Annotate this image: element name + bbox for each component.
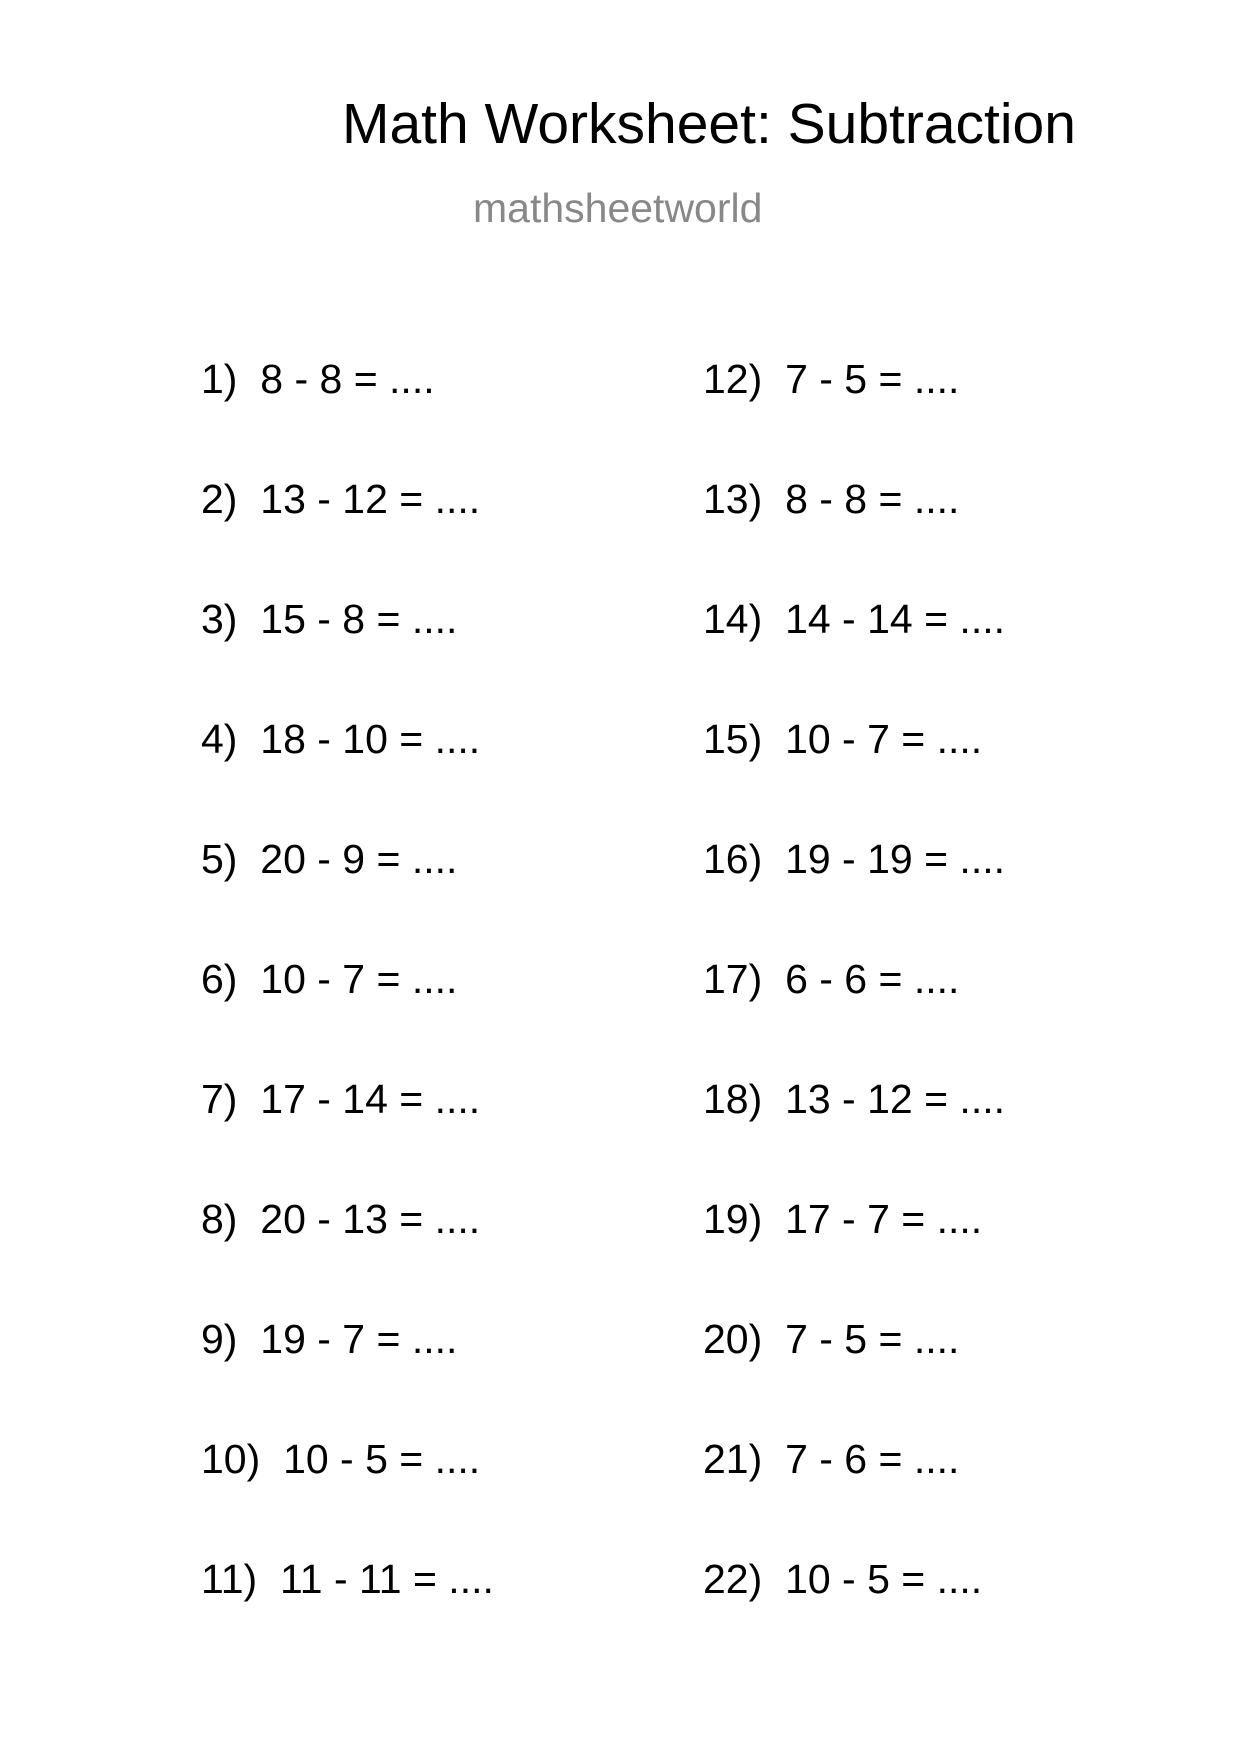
problem-item [703, 1434, 1183, 1554]
problems-column-right [703, 354, 1183, 1674]
problem-number: 13) [703, 476, 763, 522]
problem-expression: 10 - 7 = .... [260, 956, 458, 1002]
problem-number: 17) [703, 956, 763, 1002]
problem-item [703, 594, 1183, 714]
problem-expression: 11 - 11 = .... [280, 1556, 494, 1602]
problem-number: 12) [703, 356, 763, 402]
problem-number: 16) [703, 836, 763, 882]
problem-item [703, 1194, 1183, 1314]
problem-item [201, 1314, 681, 1434]
problem-expression: 20 - 13 = .... [260, 1196, 481, 1242]
problem-number: 15) [703, 716, 763, 762]
problem-expression: 10 - 7 = .... [785, 716, 983, 762]
problem-expression: 15 - 8 = .... [260, 596, 458, 642]
problem-expression: 7 - 5 = .... [785, 1316, 960, 1362]
problem-number: 21) [703, 1436, 763, 1482]
problem-item [703, 834, 1183, 954]
problem-expression: 8 - 8 = .... [785, 476, 960, 522]
problem-item [703, 474, 1183, 594]
problem-number: 1) [201, 356, 238, 402]
problem-number: 6) [201, 956, 238, 1002]
problem-item [703, 954, 1183, 1074]
problem-item [703, 1554, 1183, 1674]
problem-item [201, 474, 681, 594]
problem-number: 22) [703, 1556, 763, 1602]
problem-expression: 7 - 6 = .... [785, 1436, 960, 1482]
problem-number: 3) [201, 596, 238, 642]
problem-number: 9) [201, 1316, 238, 1362]
problem-item [201, 594, 681, 714]
problem-expression: 17 - 14 = .... [260, 1076, 481, 1122]
problem-expression: 13 - 12 = .... [260, 476, 481, 522]
problem-expression: 14 - 14 = .... [785, 596, 1005, 642]
problem-expression: 8 - 8 = .... [260, 356, 435, 402]
problem-expression: 17 - 7 = .... [785, 1196, 983, 1242]
problem-expression: 10 - 5 = .... [785, 1556, 983, 1602]
problem-item [703, 1314, 1183, 1434]
problem-item [201, 354, 681, 474]
problem-item [201, 834, 681, 954]
problem-item [201, 954, 681, 1074]
problems-column-left [201, 354, 681, 1674]
problem-number: 5) [201, 836, 238, 882]
problem-expression: 20 - 9 = .... [260, 836, 458, 882]
problem-number: 2) [201, 476, 238, 522]
problem-number: 14) [703, 596, 763, 642]
problem-expression: 18 - 10 = .... [260, 716, 481, 762]
problem-number: 11) [201, 1556, 258, 1602]
problem-expression: 19 - 19 = .... [785, 836, 1005, 882]
page-title: Math Worksheet: Subtraction [342, 92, 1076, 156]
problem-expression: 7 - 5 = .... [785, 356, 960, 402]
problem-item [201, 714, 681, 834]
problem-item [703, 1074, 1183, 1194]
problem-number: 8) [201, 1196, 238, 1242]
problem-number: 18) [703, 1076, 763, 1122]
problem-expression: 19 - 7 = .... [260, 1316, 458, 1362]
problem-item [201, 1194, 681, 1314]
source-label: mathsheetworld [473, 185, 763, 231]
problem-expression: 6 - 6 = .... [785, 956, 960, 1002]
problem-number: 4) [201, 716, 238, 762]
problem-number: 19) [703, 1196, 763, 1242]
problem-item [201, 1434, 681, 1554]
problem-expression: 13 - 12 = .... [785, 1076, 1005, 1122]
problem-number: 20) [703, 1316, 763, 1362]
problem-item [703, 354, 1183, 474]
problem-expression: 10 - 5 = .... [283, 1436, 481, 1482]
problem-item [703, 714, 1183, 834]
problem-item [201, 1074, 681, 1194]
problem-item [201, 1554, 681, 1674]
problem-number: 10) [201, 1436, 261, 1482]
problem-number: 7) [201, 1076, 238, 1122]
